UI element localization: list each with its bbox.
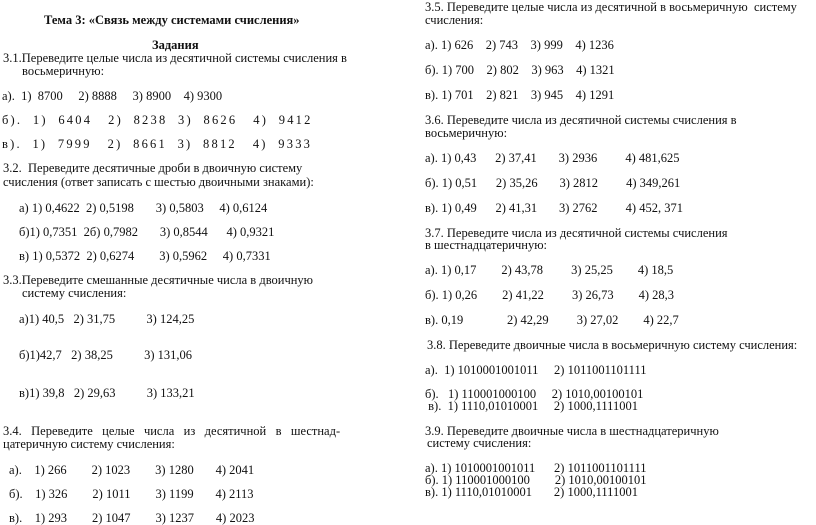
task-3-4-row-c: в). 1) 293 2) 1047 3) 1237 4) 2023 [9,511,255,525]
page-title: Тема 3: «Связь между системами счисления» [44,13,300,27]
task-3-3-title-cont: систему счисления: [22,286,127,300]
task-3-6-row-b: б). 1) 0,51 2) 35,26 3) 2812 4) 349,261 [425,176,681,190]
task-3-2-row-c: в) 1) 0,5372 2) 0,6274 3) 0,5962 4) 0,7331 [19,249,271,263]
task-3-6-title: 3.6. Переведите числа из десятичной системы счисления в [425,113,737,127]
task-3-3-row-a: а)1) 40,5 2) 31,75 3) 124,25 [19,312,195,326]
task-3-5-title: 3.5. Переведите целые числа из десятичной в восьмеричную систему [425,0,797,14]
task-3-8-title: 3.8. Переведите двоичные числа в восьмеричную систему счисления: [427,338,798,352]
task-3-4-row-a: а). 1) 266 2) 1023 3) 1280 4) 2041 [9,463,255,477]
task-3-4-title: 3.4. Переведите целые числа из десятичной в шестнад- [3,424,341,438]
task-3-2-row-b: б)1) 0,7351 2б) 0,7982 3) 0,8544 4) 0,9321 [19,225,275,239]
task-3-1-row-c: в). 1) 7999 2) 8661 3) 8812 4) 9333 [2,137,313,151]
task-3-8-row-a: а). 1) 1010001001011 2) 1011001101111 [425,363,647,377]
task-3-9-row-b: б). 1) 110001000100 2) 1010,00100101 [425,473,647,487]
task-3-2-title-cont: счисления (ответ записать с шестью двоичными знаками): [3,175,314,189]
task-3-1-title-cont: восьмеричную: [22,64,105,78]
task-3-4-row-b: б). 1) 326 2) 1011 3) 1199 4) 2113 [9,487,254,501]
task-3-7-title: 3.7. Переведите числа из десятичной системы счисления [425,226,728,240]
task-3-1-title: 3.1.Переведите целые числа из десятичной системы счисления в [3,51,347,65]
task-3-7-row-a: а). 1) 0,17 2) 43,78 3) 25,25 4) 18,5 [425,263,674,277]
task-3-2-row-a: а) 1) 0,4622 2) 0,5198 3) 0,5803 4) 0,6124 [19,201,268,215]
task-3-3-row-c: в)1) 39,8 2) 29,63 3) 133,21 [19,386,195,400]
task-3-5-row-b: б). 1) 700 2) 802 3) 963 4) 1321 [425,63,615,77]
task-3-8-row-b: б). 1) 110001000100 2) 1010,00100101 [425,387,644,401]
task-3-9-row-a: а). 1) 1010001001011 2) 1011001101111 [425,461,647,475]
task-3-9-row-c: в). 1) 1110,01010001 2) 1000,1111001 [425,485,638,499]
task-3-2-title: 3.2. Переведите десятичные дроби в двоичную систему [3,161,303,175]
task-3-9-title: 3.9. Переведите двоичные числа в шестнадцатеричную [425,424,719,438]
task-3-6-title-cont: восьмеричную: [425,126,508,140]
task-3-3-title: 3.3.Переведите смешанные десятичные числа в двоичную [3,273,314,287]
task-3-5-row-a: а). 1) 626 2) 743 3) 999 4) 1236 [425,38,614,52]
task-3-4-title-cont: цатеричную систему счисления: [3,437,175,451]
task-3-1-row-a: а). 1) 8700 2) 8888 3) 8900 4) 9300 [2,89,223,103]
task-3-6-row-c: в). 1) 0,49 2) 41,31 3) 2762 4) 452, 371 [425,201,683,215]
task-3-3-row-b: б)1)42,7 2) 38,25 3) 131,06 [19,348,193,362]
task-3-6-row-a: а). 1) 0,43 2) 37,41 3) 2936 4) 481,625 [425,151,680,165]
task-3-1-row-b: б). 1) 6404 2) 8238 3) 8626 4) 9412 [2,113,313,127]
task-3-7-title-cont: в шестнадцатеричную: [425,238,548,252]
task-3-9-title-cont: системy счисления: [427,436,532,450]
task-3-8-row-c: в). 1) 1110,01010001 2) 1000,1111001 [425,399,638,413]
tasks-heading: Задания [152,38,199,52]
task-3-7-row-b: б). 1) 0,26 2) 41,22 3) 26,73 4) 28,3 [425,288,675,302]
task-3-7-row-c: в). 0,19 2) 42,29 3) 27,02 4) 22,7 [425,313,679,327]
task-3-5-row-c: в). 1) 701 2) 821 3) 945 4) 1291 [425,88,615,102]
task-3-5-title-cont: счисления: [425,13,484,27]
